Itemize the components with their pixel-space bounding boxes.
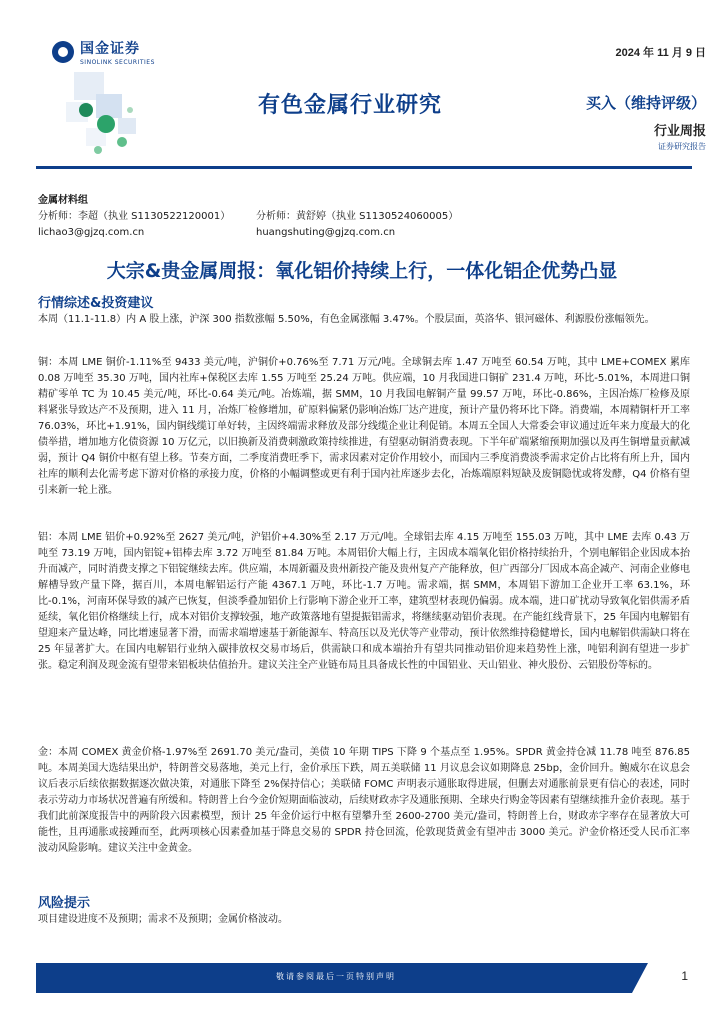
report-date: 2024 年 11 月 9 日 — [615, 47, 706, 59]
report-type: 行业周报 — [653, 124, 706, 139]
analyst-2-email[interactable]: huangshuting@gjzq.com.cn — [256, 227, 396, 238]
risk-heading: 风险提示 — [38, 896, 91, 911]
page-number: 1 — [681, 969, 688, 983]
header-divider — [36, 166, 692, 169]
report-header — [0, 0, 724, 180]
footer-disclaimer: 敬请参阅最后一页特别声明 — [276, 972, 396, 981]
deco-square — [96, 94, 122, 118]
logo-name-en: SINOLINK SECURITIES — [80, 59, 155, 66]
rating-label: 买入（维持评级） — [585, 94, 706, 112]
decorative-graphic — [40, 58, 180, 168]
deco-dot — [94, 146, 102, 154]
analyst-1: 分析师：李超（执业 S1130522120001） — [38, 211, 231, 222]
page-footer — [36, 963, 688, 993]
deco-dot — [97, 115, 115, 133]
risk-text: 项目建设进度不及预期；需求不及预期；金属价格波动。 — [38, 914, 288, 925]
deco-dot — [127, 107, 133, 113]
team-name: 金属材料组 — [38, 195, 88, 206]
report-subtype: 证券研究报告 — [658, 142, 706, 151]
report-title: 有色金属行业研究 — [258, 93, 443, 118]
paragraph-copper: 铜：本周 LME 铜价-1.11%至 9433 美元/吨，沪铜价+0.76%至 7.71 万元/吨。全球铜去库 1.47 万吨至 60.54 万吨，其中 LME+COMEX 累库 0.08 万吨至 35.30 万吨，国内社库+保税区去库 1.55 万吨至 25.24 万吨。供应端，10 月我国进口铜矿 231.4 万吨，环比-5.01%，本周进口铜精矿零单 TC 为 10.45 美元/吨，环比-0.64 美元/吨。冶炼端，据 SMM，10 月我国电解铜产量 99.57 万吨，环比-0.86%，主因冶炼厂检修及原料紧张导致达产不及预期，进入 11 月，冶炼厂检修增加，矿原料偏紧仍影响冶炼厂达产进度，预计产量仍将环比下降。消费端，本周精铜杆开工率 76.03%，环比+1.91%，国内铜线缆订单好转，主因终端需求释放及部分线缆企业让利促销。本周五全国人大常委会审议通过近年来力度最大的化债举措，增加地方化债资源 10 万亿元，以旧换新及消费刺激政策持续推进，有望驱动铜消费表现。下半年矿端紧缩预期加强以及再生铜增量贡献减弱，预计 Q4 铜价中枢有望上移。节奏方面，二季度消费旺季下，需求因素对定价作用较小，而国内三季度消费淡季需求定价占比将有所上升，国内社库的顺利去化需考虑下游对价格的承接力度，价格的小幅调整或更有利于国内社库逐步去化，冶炼端原料短缺及废铜隐忧或将发酵，Q4 价格有望引来新一轮上涨。 — [38, 357, 690, 496]
deco-dot — [79, 103, 93, 117]
paragraph-market: 本周（11.1-11.8）内 A 股上涨，沪深 300 指数涨幅 5.50%，有色金属涨幅 3.47%。个股层面，英洛华、银河磁体、利源股份涨幅领先。 — [38, 314, 655, 325]
analyst-1-email[interactable]: lichao3@gjzq.com.cn — [38, 227, 145, 238]
analyst-block — [38, 193, 698, 241]
deco-square — [118, 118, 136, 134]
main-headline: 大宗&贵金属周报：氧化铝价持续上行，一体化铝企优势凸显 — [106, 260, 618, 282]
deco-dot — [117, 137, 127, 147]
paragraph-gold: 金：本周 COMEX 黄金价格-1.97%至 2691.70 美元/盎司，美债 10 年期 TIPS 下降 9 个基点至 1.95%。SPDR 黄金持仓减 11.78 吨至 876.85 吨。本周美国大选结果出炉，特朗普交易落地，美元上行，金价承压下跌，周五美联储 11 月议息会议如期降息 25bp，金价回升。鲍威尔在议息会议后表示后续依据数据逐次做决策，对通胀下降至 2%保持信心；美联储 FOMC 声明表示通胀取得进展，但删去对通胀前景更有信心的表述，同时表示劳动力市场状况普遍有所缓和。特朗普上台今金价短期面临波动，后续财政赤字及通胀预期、全球央行购金等因素有望继续推升金价表现。基于我们此前深度报告中的两阶段六因素模型，预计 25 年金价运行中枢有望攀升至 2600-2700 美元/盎司，特朗普上台，财政赤字率存在显著放大可能性，且再通胀或接踵而至，此两项核心因素叠加基于降息交易的 SPDR 持仓回流，伦敦现货黄金有望冲击 3000 美元。沪金价格还受人民币汇率波动风险影响。建议关注中金黄金。 — [38, 747, 690, 854]
paragraph-aluminum: 铝：本周 LME 铝价+0.92%至 2627 美元/吨，沪铝价+4.30%至 2.17 万元/吨。全球铝去库 4.15 万吨至 155.03 万吨，其中 LME 去库 0.43 万吨至 73.19 万吨，国内铝锭+铝棒去库 3.72 万吨至 81.84 万吨。本周铝价大幅上行，主因成本端氧化铝价格持续抬升，个别电解铝企业因成本抬升而减产，同时消费支撑之下铝锭继续去库。供应端，本周新疆及贵州新投产能及贵州复产产能释放，但广西部分厂因成本高企减产、河南企业修电解槽导致产量下降，据百川，本周电解铝运行产能 4367.1 万吨，环比-1.7 万吨。需求端，据 SMM，本周铝下游加工企业开工率 63.1%，环比-0.1%，河南环保导致的减产已恢复，但淡季叠加铝价上行影响下游企业开工率，建筑型材表现仍偏弱。成本端，进口矿扰动导致氧化铝供需矛盾延续，氧化铝价格继续上行，成本对铝价支撑较强，地产政策落地有望提振铝需求，将继续驱动铝价表现。在产能红线背景下，25 年国内电解铝有望迎来产量达峰，同比增速显著下滑，而需求端增速基于新能源车、特高压以及光伏等产业带动，预计依然维持稳健增长，国内电解铝供需缺口将在 25 年显著扩大。在国内电解铝行业纳入碳排放权交易市场后，供需缺口和成本端抬升有望共同推动铝价迎来趋势性上涨，吨铝利润有望进一步扩张。稳定利润及现金流有望带来铝板块估值抬升。建议关注全产业链布局且具备成长性的中国铝业、天山铝业、神火股份、云铝股份等标的。 — [38, 532, 690, 671]
logo-name-cn: 国金证券 — [80, 41, 140, 57]
analyst-2: 分析师：黄舒婷（执业 S1130524060005） — [256, 211, 459, 222]
summary-heading: 行情综述&投资建议 — [38, 296, 154, 311]
